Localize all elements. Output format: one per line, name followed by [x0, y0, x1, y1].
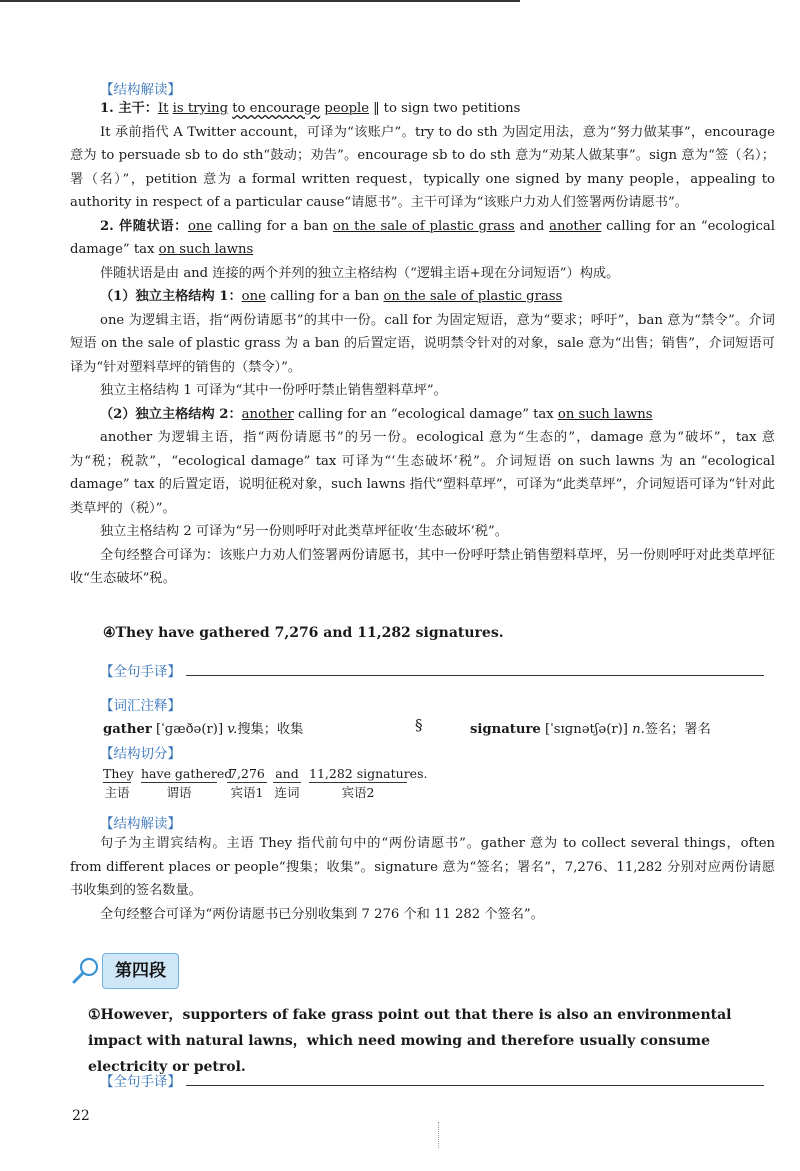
- vocab-word: signature: [470, 722, 541, 737]
- absolute-1-explanation: one 为逻辑主语，指“两份请愿书”的其中一份。call for 为固定短语，意为“要求；呼吁”，ban 意为“禁令”。介词短语 on the sale of plastic grass 为 a ban 的后置定语，说明禁令针对的对象，sale 意为“出售；销售”，介词短语可译为“针对塑料草坪的销售的（禁令）”。: [70, 312, 775, 375]
- section-title: 第四段: [102, 953, 179, 989]
- translation-tag: 【全句手译】: [100, 664, 181, 680]
- segment-role: 连词: [274, 785, 300, 800]
- translation-tag-2: 【全句手译】: [100, 1074, 181, 1090]
- subject-it: It: [157, 101, 169, 116]
- segment-text: 11,282 signatures.: [309, 766, 428, 781]
- main-clause-label: 1. 主干：: [100, 101, 158, 116]
- divider-mark: ‖: [373, 101, 380, 116]
- vocab-tag: 【词汇注释】: [100, 698, 181, 714]
- segment-role: 谓语: [166, 785, 192, 800]
- vocab-phonetic: [ˈsɪɡnətʃə(r)]: [545, 722, 628, 737]
- segment-predicate: [141, 766, 233, 801]
- segment-object-1: [227, 766, 267, 801]
- u-one: one: [187, 218, 213, 234]
- segment-role: 宾语2: [341, 785, 375, 800]
- segment-text: 7,276: [227, 766, 267, 783]
- vocab-pos: n.: [632, 722, 645, 737]
- segmentation-table: [103, 766, 428, 806]
- structure-analysis-tag: 【结构解读】: [100, 82, 181, 98]
- section4-sentence-1: ①However，supporters of fake grass point out that there is also an environmental impact with natural lawns，which need mowing and therefore usually consume electricity or petrol.: [88, 1007, 732, 1075]
- section-header: [70, 953, 270, 989]
- abs2-lawns: on such lawns: [557, 406, 653, 422]
- absolute-2-line: [70, 403, 775, 427]
- sentence-4: ④They have gathered 7,276 and 11,282 signatures.: [103, 625, 504, 641]
- abs2-calling: calling for an “ecological damage” tax: [293, 406, 558, 422]
- top-rule: [0, 0, 520, 2]
- adverbial-line: [70, 215, 775, 262]
- u-another: another: [549, 218, 602, 234]
- full-translation-2: 全句经整合可译为“两份请愿书已分别收集到 7 276 个和 11 282 个签名”。: [100, 906, 544, 922]
- u-lawns: on such lawns: [158, 242, 254, 257]
- segment-subject: [103, 766, 134, 801]
- segment-role: 主语: [104, 785, 130, 800]
- binding-mark: [438, 1122, 441, 1148]
- vocab-phonetic: [ˈɡæðə(r)]: [156, 722, 224, 737]
- predicate-is-trying: is trying: [172, 101, 229, 116]
- translation-row-2: [100, 1070, 780, 1090]
- analysis-block-2: [70, 832, 775, 926]
- t-calling: calling for a ban: [212, 218, 333, 234]
- abs1-sale: on the sale of plastic grass: [383, 289, 563, 304]
- vocab-meaning: 搜集；收集: [237, 722, 304, 737]
- vocab-item-signature: [470, 718, 711, 737]
- to-sign: to sign two petitions: [383, 101, 521, 116]
- to-encourage: to encourage: [232, 101, 321, 116]
- t-and: and: [514, 218, 550, 234]
- segment-text: They: [103, 766, 134, 781]
- analysis-2-text: 句子为主谓宾结构。主语 They 指代前句中的“两份请愿书”。gather 意为 to collect several things，often from different places or people“搜集；收集”。signature 意为“签名；署名”，7,276、11,282 分别对应两份请愿书收集到的签名数量。: [70, 836, 775, 898]
- main-clause-line: [70, 97, 775, 121]
- vocab-item-gather: [103, 718, 303, 737]
- main-clause-explanation: It 承前指代 A Twitter account，可译为“该账户”。try to do sth 为固定用法，意为“努力做某事”，encourage 意为 to persuade sb to do sth“鼓动；劝告”。encourage sb to do sth 意为“劝某人做某事”。sign 意为“签（名）；署（名）”，petition 意为 a formal written request，typically one signed by many people，appealing to authority in respect of a particular cause“请愿书”。主干可译为“该账户力劝人们签署两份请愿书”。: [70, 124, 775, 210]
- segment-conjunction: [273, 766, 301, 801]
- absolute-2-label: （2）独立主格结构 2：: [100, 406, 242, 422]
- object-people: people: [324, 101, 370, 116]
- segment-object-2: [309, 766, 428, 801]
- translation-input-line-2[interactable]: [186, 1071, 764, 1086]
- analysis-block-1: [70, 97, 775, 591]
- translation-row-1: [100, 660, 780, 680]
- segmentation-tag: 【结构切分】: [100, 746, 181, 762]
- structure-analysis-tag-2: 【结构解读】: [100, 816, 181, 832]
- page-number: 22: [72, 1108, 90, 1124]
- abs1-one: one: [241, 289, 266, 304]
- segment-text: and: [273, 766, 301, 783]
- absolute-2-explanation: another 为逻辑主语，指“两份请愿书”的另一份。ecological 意为“生态的”，damage 意为“破坏”，tax 意为“税；税款”，“ecological damage” tax 可译为“‘生态破坏’税”。介词短语 on such lawns 为 an “ecological damage” tax 的后置定语，说明征税对象，such lawns 指代“塑料草坪”，可译为“此类草坪”，介词短语可译为“针对此类草坪的（税）”。: [70, 430, 775, 516]
- abs1-calling: calling for a ban: [265, 289, 384, 304]
- absolute-1-translation: 独立主格结构 1 可译为“其中一份呼吁禁止销售塑料草坪”。: [100, 383, 447, 398]
- magnifier-icon: [70, 955, 102, 987]
- absolute-1-label: （1）独立主格结构 1：: [100, 289, 242, 304]
- absolute-2-translation: 独立主格结构 2 可译为“另一份则呼吁对此类草坪征收‘生态破坏’税”。: [100, 524, 508, 539]
- vocab-pos: v.: [227, 722, 238, 737]
- t-tax: calling for an “ecological damage” tax: [70, 218, 775, 257]
- section-mark-icon: §: [415, 716, 423, 734]
- full-translation-1: 全句经整合可译为：该账户力劝人们签署两份请愿书，其中一份呼吁禁止销售塑料草坪，另一份则呼吁对此类草坪征收“生态破坏”税。: [70, 547, 775, 586]
- abs2-another: another: [241, 406, 294, 422]
- segment-text: have gathered: [141, 766, 233, 781]
- adverbial-label: 2. 伴随状语：: [100, 218, 188, 234]
- u-sale: on the sale of plastic grass: [332, 218, 515, 234]
- vocab-word: gather: [103, 722, 152, 737]
- absolute-1-line: [70, 285, 775, 309]
- translation-input-line[interactable]: [186, 661, 764, 676]
- segment-role: 宾语1: [230, 785, 264, 800]
- adverbial-explanation: 伴随状语是由 and 连接的两个并列的独立主格结构（“逻辑主语+现在分词短语”）构成。: [100, 265, 620, 281]
- vocab-meaning: 签名；署名: [644, 722, 711, 737]
